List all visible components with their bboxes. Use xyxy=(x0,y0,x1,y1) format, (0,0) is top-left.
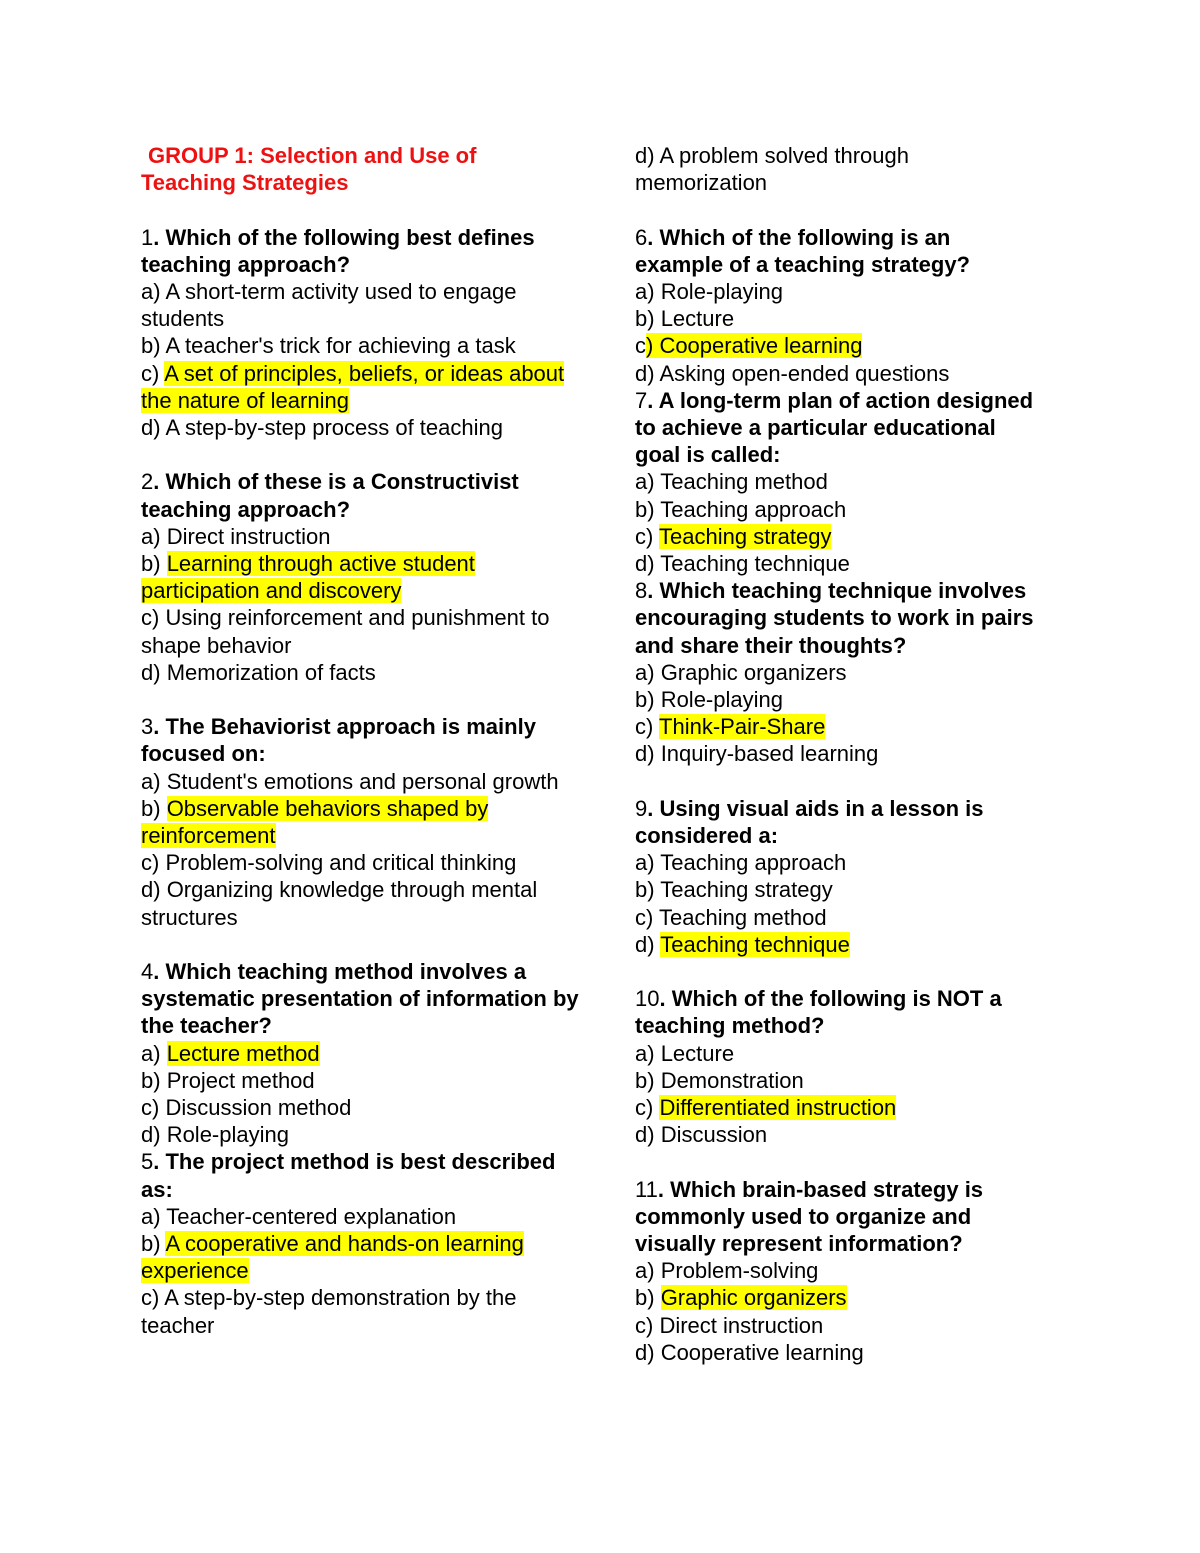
question-2-stem: 2. Which of these is a Constructivist teaching approach? xyxy=(141,469,519,522)
question-10-option-d: d) Discussion xyxy=(635,1122,768,1148)
answer-highlight: Think-Pair-Share xyxy=(659,714,826,740)
question-8-stem: 8. Which teaching technique involves encouraging students to work in pairs and share their thoughts? xyxy=(635,578,1034,658)
question-9 xyxy=(635,795,1075,958)
question-7-option-b: b) Teaching approach xyxy=(635,496,847,522)
question-1-option-c: c) A set of principles, beliefs, or ideas about the nature of learning xyxy=(141,360,565,413)
answer-highlight: Differentiated instruction xyxy=(659,1095,897,1121)
question-1 xyxy=(141,224,581,442)
question-10-option-a: a) Lecture xyxy=(635,1040,735,1066)
title-line-2: Teaching Strategies xyxy=(141,170,349,196)
answer-highlight: Learning through active student participation and discovery xyxy=(141,551,475,604)
question-6-option-c: c) Cooperative learning xyxy=(635,333,863,359)
question-4-option-a: a) Lecture method xyxy=(141,1040,320,1066)
question-10 xyxy=(635,985,1075,1148)
question-4-option-c: c) Discussion method xyxy=(141,1095,352,1121)
question-2-option-a: a) Direct instruction xyxy=(141,523,331,549)
question-6-option-b: b) Lecture xyxy=(635,306,735,332)
question-2 xyxy=(141,468,581,686)
question-5-option-d: d) A problem solved through memorization xyxy=(635,143,909,196)
document-title xyxy=(141,142,581,196)
question-11-option-a: a) Problem-solving xyxy=(635,1258,819,1284)
question-1-stem: 1. Which of the following best defines teaching approach? xyxy=(141,224,535,277)
question-8-option-b: b) Role-playing xyxy=(635,687,783,713)
question-10-stem: 10. Which of the following is NOT a teaching method? xyxy=(635,986,1002,1039)
question-6-option-a: a) Role-playing xyxy=(635,279,783,304)
question-9-stem: 9. Using visual aids in a lesson is considered a: xyxy=(635,795,984,849)
question-8-option-a: a) Graphic organizers xyxy=(635,659,847,685)
question-5-stem: 5. The project method is best described as: xyxy=(141,1149,556,1202)
answer-highlight: A set of principles, beliefs, or ideas about the nature of learning xyxy=(141,360,565,413)
question-1-option-a: a) A short-term activity used to engage students xyxy=(141,279,517,332)
question-1-option-b: b) A teacher's trick for achieving a task xyxy=(141,333,516,359)
answer-highlight: Teaching strategy xyxy=(659,523,832,549)
question-11-option-c: c) Direct instruction xyxy=(635,1312,824,1338)
question-8 xyxy=(635,577,1075,767)
answer-highlight: Observable behaviors shaped by reinforcement xyxy=(141,795,489,849)
question-5-option-b: b) A cooperative and hands-on learning experience xyxy=(141,1231,524,1284)
question-6-option-d: d) Asking open-ended questions xyxy=(635,360,950,386)
answer-highlight: Lecture method xyxy=(166,1040,320,1066)
question-4-option-b: b) Project method xyxy=(141,1067,315,1093)
question-8-option-c: c) Think-Pair-Share xyxy=(635,714,826,740)
question-11 xyxy=(635,1176,1075,1366)
question-3-option-c: c) Problem-solving and critical thinking xyxy=(141,850,517,876)
question-7 xyxy=(635,387,1075,577)
question-5-option-c: c) A step-by-step demonstration by the teacher xyxy=(141,1285,517,1338)
question-11-option-d: d) Cooperative learning xyxy=(635,1339,864,1365)
question-11-option-b: b) Graphic organizers xyxy=(635,1285,847,1311)
question-3-option-a: a) Student's emotions and personal growth xyxy=(141,768,559,794)
title-line-1: GROUP 1: Selection and Use of xyxy=(148,143,477,168)
question-7-option-c: c) Teaching strategy xyxy=(635,523,832,549)
question-2-option-b: b) Learning through active student participation and discovery xyxy=(141,551,475,604)
question-9-option-b: b) Teaching strategy xyxy=(635,877,833,903)
question-3-option-d: d) Organizing knowledge through mental structures xyxy=(141,877,538,930)
question-7-stem: 7. A long-term plan of action designed to achieve a particular educational goal is called: xyxy=(635,387,1034,468)
question-6-stem: 6. Which of the following is an example of a teaching strategy? xyxy=(635,224,970,277)
left-column xyxy=(141,142,581,1339)
question-7-option-a: a) Teaching method xyxy=(635,469,828,495)
question-3 xyxy=(141,713,581,931)
question-8-option-d: d) Inquiry-based learning xyxy=(635,741,879,767)
answer-highlight: Teaching technique xyxy=(660,931,850,957)
answer-highlight: Graphic organizers xyxy=(660,1285,847,1311)
answer-highlight: A cooperative and hands-on learning experience xyxy=(141,1231,524,1284)
question-7-option-d: d) Teaching technique xyxy=(635,551,850,577)
question-2-option-d: d) Memorization of facts xyxy=(141,659,376,685)
question-4-stem: 4. Which teaching method involves a systematic presentation of information by the teacher? xyxy=(141,959,579,1039)
question-10-option-c: c) Differentiated instruction xyxy=(635,1095,897,1121)
question-2-option-c: c) Using reinforcement and punishment to shape behavior xyxy=(141,605,550,658)
question-11-stem: 11. Which brain-based strategy is commonly used to organize and visually represent information? xyxy=(635,1176,984,1257)
question-1-option-d: d) A step-by-step process of teaching xyxy=(141,415,503,441)
question-10-option-b: b) Demonstration xyxy=(635,1067,804,1093)
question-9-option-a: a) Teaching approach xyxy=(635,850,847,876)
question-9-option-d: d) Teaching technique xyxy=(635,931,850,957)
question-4-option-d: d) Role-playing xyxy=(141,1122,289,1148)
answer-highlight: ) Cooperative learning xyxy=(646,333,863,359)
question-6 xyxy=(635,224,1075,387)
question-5-option-a: a) Teacher-centered explanation xyxy=(141,1203,457,1229)
question-5 xyxy=(141,1148,581,1338)
question-3-stem: 3. The Behaviorist approach is mainly focused on: xyxy=(141,714,536,767)
right-column xyxy=(635,142,1075,1366)
question-9-option-c: c) Teaching method xyxy=(635,904,827,930)
question-4 xyxy=(141,958,581,1148)
question-3-option-b: b) Observable behaviors shaped by reinforcement xyxy=(141,795,489,849)
